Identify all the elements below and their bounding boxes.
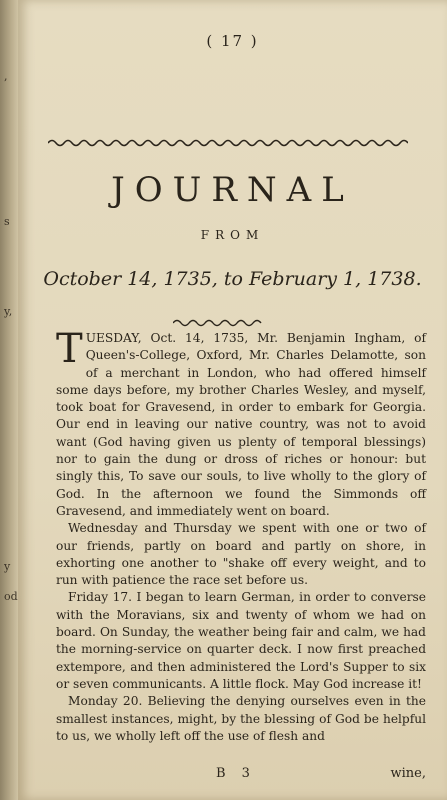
paragraph: Friday 17. I began to learn German, in order to converse with the Moravians, six and twenty of whom we had on board. On Sunday, the weather being fair and calm, we had the morning-service on quarter deck. I now first preached extempore, and then administered the Lord's Supper to six or seven communicants. A little flock. May God increase it! [56, 590, 426, 691]
ornament-rule-small [173, 318, 263, 328]
margin-mark: , [4, 70, 8, 83]
binding-gutter [0, 0, 18, 800]
margin-mark: y [4, 560, 11, 573]
paragraph: Monday 20. Believing the denying ourselves even in the smallest instances, might, by the blessing of God be helpful to us, we wholly left off the use of flesh and [56, 694, 426, 743]
paragraph-text: UESDAY, Oct. 14, 1735, Mr. Benjamin Ingham, of Queen's-College, Oxford, Mr. Charles Delamotte, son of a merchant in London, who had offered himself some days before, my brother Charles Wesley, and myself, took boat for Gravesend, in order to embark for Georgia. Our end in leaving our native country, was not to avoid want (God having given us plenty of temporal blessings) nor to gain the dung or dross of riches or honour: but singly this, To save our souls, to live wholly to the glory of God. In the afternoon we found the Simmonds off Gravesend, and immediately went on board. [56, 331, 426, 518]
paragraph [56, 326, 426, 520]
journal-text [56, 326, 426, 745]
drop-cap: T [56, 326, 83, 372]
margin-mark: y, [4, 305, 13, 318]
ornament-rule-top [48, 138, 408, 148]
book-page [18, 0, 447, 800]
page-number: ( 17 ) [206, 32, 259, 50]
paragraph: Wednesday and Thursday we spent with one or two of our friends, partly on board and partly on shore, in exhorting one another to "shake off every weight, and to run with patience the race set before us. [56, 521, 426, 588]
date-range: October 14, 1735, to February 1, 1738. [43, 268, 422, 290]
subtitle-from: FROM [200, 228, 265, 242]
catchword: wine, [390, 766, 426, 781]
margin-mark: od [4, 590, 18, 603]
margin-mark: s [4, 215, 10, 228]
page-title: JOURNAL [111, 170, 354, 210]
signature-mark: B 3 [216, 766, 256, 781]
